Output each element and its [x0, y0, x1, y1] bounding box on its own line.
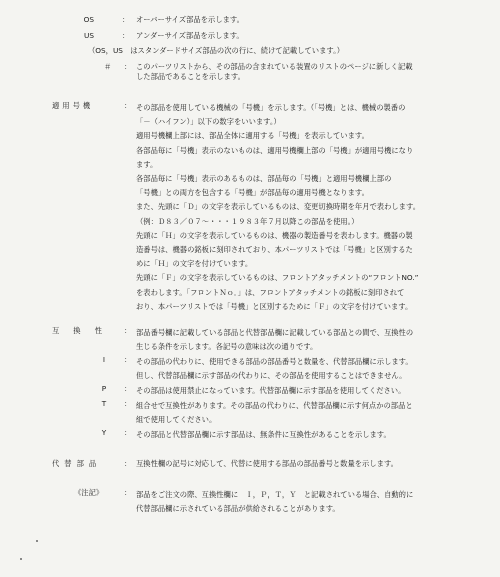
interchange-text — [136, 399, 413, 427]
text-line: ます。 — [136, 159, 158, 169]
scan-speck — [20, 558, 22, 560]
text-line: 先頭に「Ｈ」の文字を表示しているものは、機器の製造番号を表わします。機器の製 — [136, 230, 413, 240]
section-body — [136, 459, 456, 469]
interchange-colon: ： — [124, 355, 132, 364]
text-line: その部品の代わりに、使用できる部品の部品番号と数量を、代替部品欄に示します。 — [136, 357, 413, 366]
text-line: 代替部品欄に示されている部品が供給されることがあります。 — [136, 504, 340, 513]
section-colon: ： — [124, 101, 132, 110]
hash-colon: ： — [124, 62, 132, 71]
text-line: 各部品毎に「号機」表示のないものは、適用号機欄上部の「号機」が適用号機になり — [136, 145, 414, 155]
interchange-text — [136, 355, 413, 383]
text-line: 生じる条件を示します。各記号の意味は次の通りです。 — [136, 342, 318, 351]
text-line: を表わします。「フロントＮｏ．」は、フロントアタッチメントの銘板に刻印されて — [136, 287, 405, 297]
section-label: 《注記》 — [74, 488, 104, 497]
text-line: 先頭に「Ｆ」の文字を表示しているものは、フロントアタッチメントの“フロントNO.” — [136, 273, 419, 283]
text-line: その部品と代替部品欄に示す部品は、無条件に互換性があることを示します。 — [136, 430, 391, 439]
legend-code: OS — [83, 15, 94, 24]
text-line: （例：Ｄ８３／０７～・・・１９８３年７月以降この部品を使用。） — [136, 216, 359, 226]
text-line: おり、本パーツリストでは「号機」と区別するために「Ｆ」の文字を付けています。 — [136, 301, 413, 311]
hash-code: ＃ — [104, 62, 112, 71]
text-line: 適用号機欄上部には、部品全体に適用する「号機」を表示しています。 — [136, 131, 369, 141]
section-label: 代替部品 — [52, 459, 102, 468]
text-line: 組で使用してください。 — [136, 415, 217, 424]
hash-text — [136, 62, 456, 82]
legend-code: US — [84, 31, 94, 40]
section-label: 互換性 — [52, 326, 116, 335]
text-line: 「－（ハイフン）」以下の数字をいいます。） — [136, 117, 281, 127]
text-line: 部品をご注文の際、互換性欄に Ｉ，Ｐ，Ｔ，Ｙ と記載されている場合、自動的に — [136, 490, 414, 499]
interchange-code: P — [101, 384, 107, 393]
section-body — [136, 326, 456, 354]
text-line: 但し、代替部品欄に示す部品の代わりに、その部品を使用することはできません。 — [136, 371, 407, 380]
legend-text: アンダーサイズ部品を示します。 — [136, 31, 244, 40]
text-line: 「号機」との両方を包含する「号機」が部品毎の適用号機となります。 — [136, 188, 369, 198]
os-us-note: （OS，US はスタンダードサイズ部品の次の行に、続けて記載しています。） — [88, 46, 345, 55]
text-line: その部品は使用禁止になっています。代替部品欄に示す部品を使用してください。 — [136, 386, 406, 395]
interchange-colon: ： — [124, 428, 132, 437]
text-line: 造番号は、機器の銘板に刻印されており、本パーツリストでは「号機」と区別するた — [136, 245, 413, 255]
text-line: めに「Ｈ」の文字を付けています。 — [136, 259, 253, 269]
interchange-colon: ： — [124, 399, 132, 408]
interchange-code: I — [102, 355, 106, 364]
section-colon: ： — [124, 488, 132, 497]
interchange-code: Y — [101, 428, 107, 437]
interchange-code: T — [101, 399, 107, 408]
text-line: 各部品毎に「号機」表示のあるものは、部品毎の「号機」と適用号機欄上部の — [136, 174, 392, 184]
text-line: 互換性欄の記号に対応して、代替に使用する部品の部品番号と数量を示します。 — [136, 459, 398, 468]
legend-colon: ： — [122, 31, 130, 40]
legend-colon: ： — [122, 15, 130, 24]
interchange-colon: ： — [124, 384, 132, 393]
section-body — [136, 488, 456, 516]
section-colon: ： — [124, 459, 132, 468]
text-line: した部品であることを示します。 — [136, 71, 245, 81]
legend-text: オーバーサイズ部品を示します。 — [136, 15, 244, 24]
interchange-text — [136, 384, 405, 398]
section-colon: ： — [124, 326, 132, 335]
interchange-text — [136, 428, 391, 442]
text-line: また、先頭に「Ｄ」の文字を表示しているものは、変更切換時期を年月で表わします。 — [136, 202, 420, 212]
text-line: 組合せで互換性があります。その部品の代わりに、代替部品欄に示す何点かの部品と — [136, 401, 413, 410]
text-line: このパーツリストから、その部品の含まれている装置のリストのページに新しく記載 — [136, 62, 413, 71]
section-body — [136, 101, 456, 314]
scan-speck — [36, 540, 38, 542]
text-line: 部品番号欄に記載している部品と代替部品欄に記載している部品との間で、互換性の — [136, 328, 414, 337]
text-line: その部品を使用している機械の「号機」を示します。（「号機」とは、機械の製番の — [136, 103, 406, 112]
section-label: 適用号機 — [52, 101, 94, 110]
